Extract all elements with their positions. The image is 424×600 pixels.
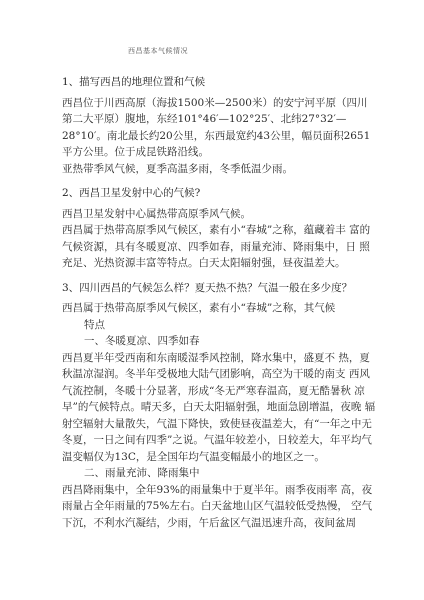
section1-heading: 1、描写西昌的地理位置和气候 xyxy=(62,76,206,88)
section3-paragraph-intro: 西昌属于热带高原季风气候区，素有小“春城”之称，其气候 xyxy=(62,302,336,314)
section2-paragraph-1: 西昌卫星发射中心属热带高原季风气候。 xyxy=(62,207,251,220)
subsection1-paragraph: 西昌夏半年受西南和东南暖湿季风控制，降水集中，盛夏不 热，夏秋温凉湿润。冬半年受极地大陆气团影响，高空为干暖的南支 西风气流控制，冬暖十分显著，形成“冬无严寒春温高，夏无酷暑秋 凉早”的气候特点。晴天多，白天太阳辐射强，地面急剧增温，夜晚 辐射空辐射大量散失，气温下降快，致使昼夜温差大，有“一年之中无 冬夏，一日之间有四季”之说。气温年较差小，日较差大，年平均气 温变幅仅为13C，是全国年均气温变幅最小的地区之一。 xyxy=(62,351,376,463)
section2-heading: 2、西昌卫星发射中心的气候? xyxy=(62,187,201,199)
document-body xyxy=(62,74,380,531)
document-title: 西昌基本气候情况 xyxy=(128,47,188,55)
section3-heading: 3、四川西昌的气候怎么样？夏天热不热？气温一般在多少度？ xyxy=(62,281,353,294)
subsection2-paragraph: 西昌降雨集中，全年93%的雨量集中于夏半年。雨季夜雨率 高，夜雨量占全年雨量的75%左右。白天盆地山区气温较低受热慢， 空气下沉，不利水汽凝结，少雨，午后盆区气温迅速升高，夜间盆周 xyxy=(62,483,373,529)
section1-paragraph-climate: 亚热带季风气候，夏季高温多雨，冬季低温少雨。 xyxy=(62,162,293,175)
subsection1-heading: 一、冬暖夏凉、四季如春 xyxy=(84,335,200,347)
subsection2-heading: 二、雨量充沛、降雨集中 xyxy=(84,467,200,479)
section1-paragraph-location: 西昌位于川西高原（海拔1500米—2500米）的安宁河平原（四川 第二大平原）腹地，东经101°46′—102°25′、北纬27°32′—28°10′。南北最长约20公里，东西最宽约43公里，幅员面积2651 平方公里。位于成昆铁路沿线。 xyxy=(62,96,371,158)
section3-paragraph-intro-cont: 特点 xyxy=(84,318,105,331)
section2-paragraph-2: 西昌属于热带高原季风气候区，素有小“春城”之称，蕴藏着丰 富的气候资源，具有冬暖夏凉、四季如春，雨量充沛、降雨集中，日 照充足、光热资源丰富等特点。白天太阳辐射强，昼夜温差大。 xyxy=(62,224,371,269)
